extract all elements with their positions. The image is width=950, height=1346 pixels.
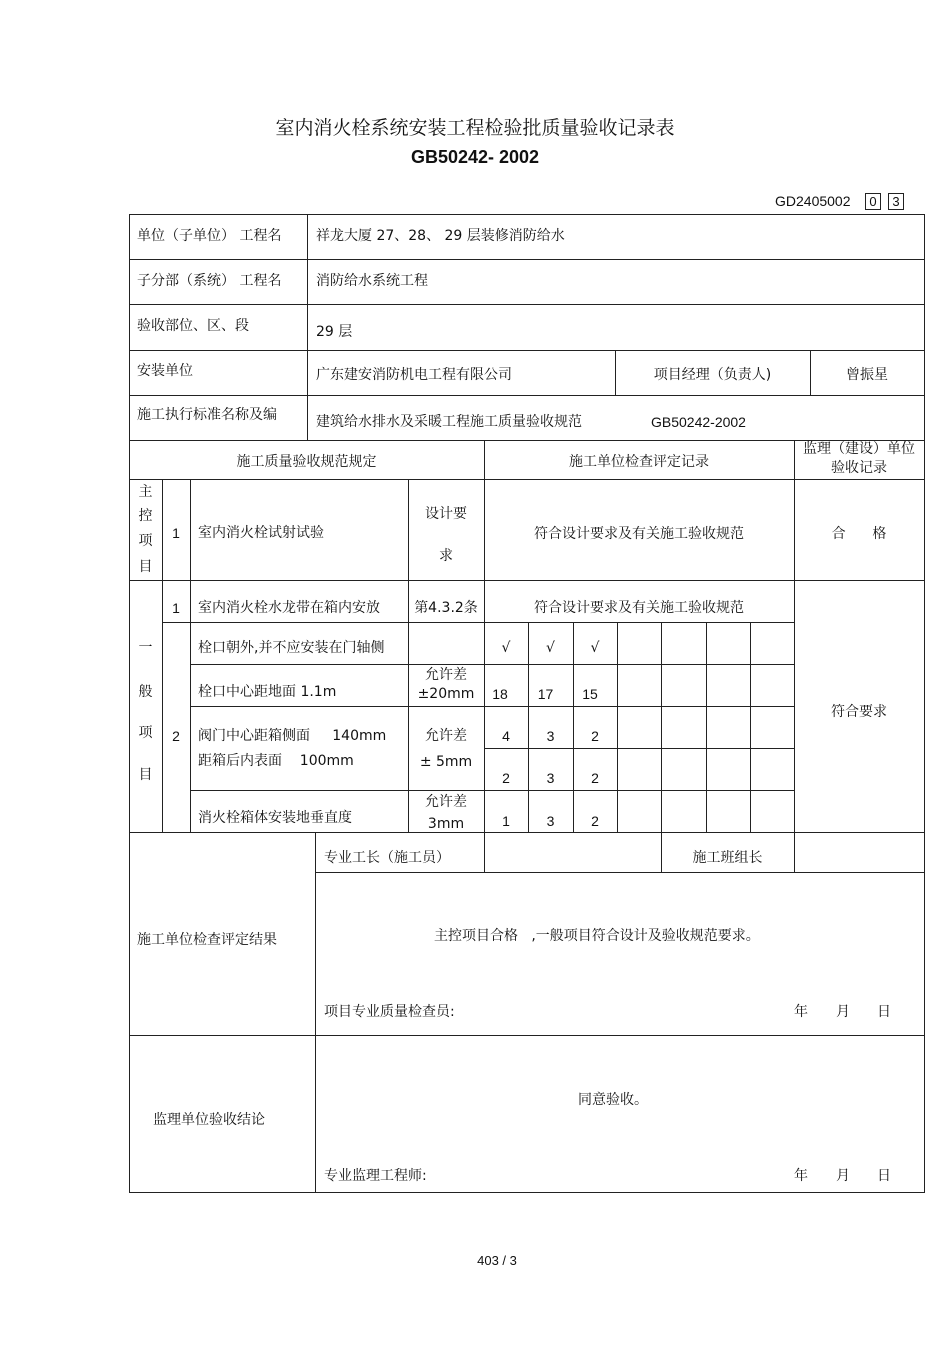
sub4-req-line2: 3mm [427, 816, 465, 832]
location-value: 29 层 [316, 324, 353, 340]
main-result: 合 格 [831, 526, 887, 542]
inspector-date-year: 年 [794, 1004, 808, 1020]
sub1-item: 栓口朝外,并不应安装在门轴侧 [198, 640, 385, 656]
sub3-value-b2: 3 [546, 770, 555, 786]
sub3-item-line1: 阀门中心距箱侧面 140mm [198, 728, 387, 744]
supervision-label: 监理单位验收结论 [153, 1112, 265, 1128]
foreman-label: 专业工长（施工员） [324, 850, 450, 866]
main-item: 室内消火栓试射试验 [198, 525, 324, 541]
sub3-value-a2: 3 [546, 728, 555, 744]
sub2-value-1: 18 [492, 686, 508, 702]
sub2-value-2: 17 [537, 686, 554, 702]
construction-check-label: 施工单位检查评定结果 [137, 932, 277, 948]
engineer-label: 专业监理工程师: [324, 1168, 427, 1184]
general-label-char-3: 项 [138, 725, 153, 741]
sub1-value-3: √ [590, 640, 600, 656]
header-record: 施工单位检查评定记录 [569, 454, 709, 470]
main-label-char-4: 目 [138, 559, 153, 575]
sub3-req-line2: ± 5mm [419, 754, 473, 770]
sub1-value-1: √ [501, 640, 511, 656]
general-result: 符合要求 [831, 704, 887, 720]
sub2-value-3: 15 [582, 686, 598, 702]
page-number: 403 / 3 [477, 1253, 517, 1268]
general-row1-record: 符合设计要求及有关施工验收规范 [534, 600, 744, 616]
installer-label: 安装单位 [137, 363, 193, 379]
header-supervision-line2: 验收记录 [831, 460, 887, 476]
sub4-value-1: 1 [502, 813, 510, 829]
supervision-text: 同意验收。 [578, 1092, 648, 1108]
page-title: 室内消火栓系统安装工程检验批质量验收记录表 [275, 117, 675, 139]
sub4-value-3: 2 [591, 813, 599, 829]
sub3-value-b1: 2 [502, 770, 510, 786]
standard-code-value: GB50242-2002 [651, 414, 746, 430]
form-box-1: 0 [865, 193, 881, 210]
construction-check-text: 主控项目合格 ,一般项目符合设计及验收规范要求。 [434, 928, 760, 944]
engineer-date-month: 月 [836, 1168, 850, 1184]
general-row2-no: 2 [172, 728, 180, 744]
form-box-2: 3 [888, 193, 904, 210]
standard-code: GB50242- 2002 [410, 147, 540, 167]
general-row1-item: 室内消火栓水龙带在箱内安放 [198, 600, 380, 616]
main-item-no: 1 [172, 525, 180, 541]
sub2-item: 栓口中心距地面 1.1m [198, 684, 337, 700]
main-req-line2: 求 [439, 548, 453, 564]
sub3-value-a3: 2 [591, 728, 599, 744]
sub4-item: 消火栓箱体安装地垂直度 [198, 810, 352, 826]
inspector-date-day: 日 [877, 1004, 891, 1020]
sub3-req-line1: 允许差 [425, 728, 467, 744]
inspector-label: 项目专业质量检查员: [324, 1004, 455, 1020]
sub3-value-b3: 2 [591, 770, 599, 786]
general-label-char-2: 般 [138, 684, 153, 700]
engineer-date-day: 日 [877, 1168, 891, 1184]
standard-value: 建筑给水排水及采暖工程施工质量验收规范 [316, 414, 582, 430]
sub3-value-a1: 4 [502, 728, 510, 744]
engineer-date-year: 年 [794, 1168, 808, 1184]
subdiv-value: 消防给水系统工程 [316, 273, 428, 289]
header-spec: 施工质量验收规范规定 [236, 454, 377, 470]
general-label-char-1: 一 [138, 640, 153, 656]
location-label: 验收部位、区、段 [137, 318, 249, 334]
sub3-item-line2: 距箱后内表面 100mm [198, 753, 354, 769]
sub1-value-2: √ [546, 640, 555, 656]
manager-label: 项目经理（负责人) [653, 367, 772, 383]
main-label-char-3: 项 [138, 533, 153, 549]
sub4-value-2: 3 [546, 813, 555, 829]
general-row1-no: 1 [172, 600, 180, 616]
general-label-char-4: 目 [138, 767, 153, 783]
manager-value: 曾振星 [846, 367, 888, 383]
unit-value: 祥龙大厦 27、28、 29 层装修消防给水 [316, 228, 565, 244]
team-leader-label: 施工班组长 [692, 850, 763, 866]
main-req-line1: 设计要 [425, 506, 467, 522]
sub2-req-line1: 允许差 [425, 667, 467, 683]
main-label-char-1: 主 [138, 484, 153, 500]
installer-value: 广东建安消防机电工程有限公司 [316, 367, 512, 383]
general-row1-req: 第4.3.2条 [414, 600, 478, 616]
inspector-date-month: 月 [836, 1004, 850, 1020]
sub4-req-line1: 允许差 [425, 794, 467, 810]
unit-label: 单位（子单位） 工程名 [137, 228, 282, 244]
main-record: 符合设计要求及有关施工验收规范 [534, 526, 744, 542]
sub2-req-line2: ±20mm [417, 686, 475, 702]
main-label-char-2: 控 [138, 508, 153, 524]
form-code: GD2405002 [775, 193, 851, 209]
subdiv-label: 子分部（系统） 工程名 [137, 273, 282, 289]
header-supervision-line1: 监理（建设）单位 [803, 441, 915, 457]
standard-label: 施工执行标准名称及编 [137, 407, 277, 423]
